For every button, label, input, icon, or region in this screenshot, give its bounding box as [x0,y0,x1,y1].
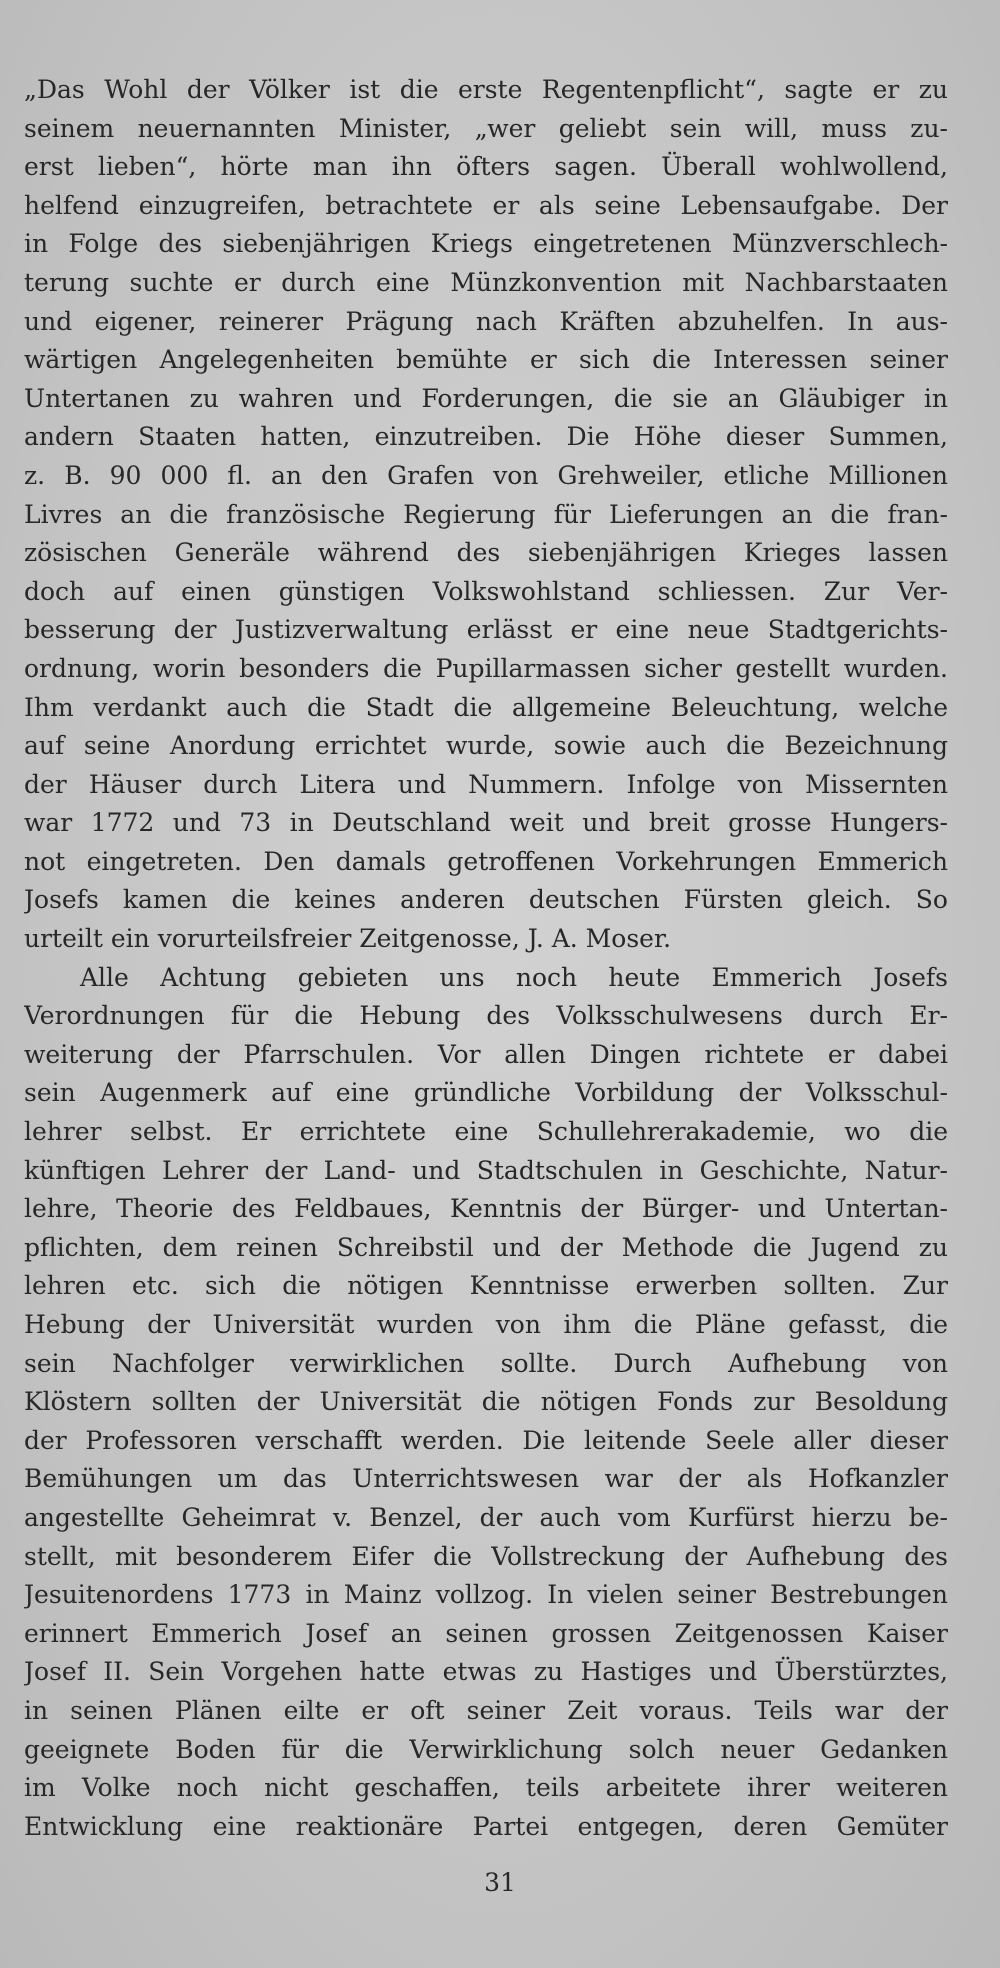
text-line: Verordnungen für die Hebung des Volksschulwesens durch Er- [24,1001,948,1031]
text-line: andern Staaten hatten, einzutreiben. Die Höhe dieser Summen, [24,422,948,452]
text-line: ordnung, worin besonders die Pupillarmassen sicher gestellt wurden. [24,653,948,683]
text-line: lehrer selbst. Er errichtete eine Schullehrerakademie, wo die [24,1117,948,1147]
text-line: Bemühungen um das Unterrichtswesen war der als Hofkanzler [24,1464,948,1494]
text-line: Klöstern sollten der Universität die nötigen Fonds zur Besoldung [24,1387,948,1417]
text-line: doch auf einen günstigen Volkswohlstand schliessen. Zur Ver- [24,576,948,606]
paragraph-end-line: urteilt ein vorurteilsfreier Zeitgenosse, J. A. Moser. [24,924,672,954]
text-line: erst lieben“, hörte man ihn öfters sagen. Überall wohlwollend, [24,152,948,182]
text-line: pflichten, dem reinen Schreibstil und der Methode die Jugend zu [24,1232,948,1262]
text-line: geeignete Boden für die Verwirklichung solch neuer Gedanken [24,1734,948,1764]
text-line: Entwicklung eine reaktionäre Partei entgegen, deren Gemüter [24,1811,948,1841]
text-line: weiterung der Pfarrschulen. Vor allen Dingen richtete er dabei [24,1039,948,1069]
paragraph-start-line: Alle Achtung gebieten uns noch heute Emmerich Josefs [80,962,948,992]
text-line: wärtigen Angelegenheiten bemühte er sich die Interessen seiner [24,345,948,375]
text-line: sein Augenmerk auf eine gründliche Vorbildung der Volksschul- [24,1078,948,1108]
text-line: zösischen Generäle während des siebenjährigen Krieges lassen [24,538,948,568]
text-line: der Häuser durch Litera und Nummern. Infolge von Missernten [24,769,948,799]
text-line: in Folge des siebenjährigen Kriegs eingetretenen Münzverschlech- [24,229,948,259]
text-line: helfend einzugreifen, betrachtete er als seine Lebensaufgabe. Der [24,190,948,220]
body-text [24,71,948,1846]
text-line: Josefs kamen die keines anderen deutschen Fürsten gleich. So [24,885,948,915]
text-line: lehre, Theorie des Feldbaues, Kenntnis der Bürger- und Untertan- [24,1194,948,1224]
text-line: in seinen Plänen eilte er oft seiner Zeit voraus. Teils war der [24,1695,948,1725]
text-line: Untertanen zu wahren und Forderungen, die sie an Gläubiger in [24,383,948,413]
text-line: der Professoren verschafft werden. Die leitende Seele aller dieser [24,1425,948,1455]
text-line: seinem neuernannten Minister, „wer geliebt sein will, muss zu- [24,113,948,143]
text-line: sein Nachfolger verwirklichen sollte. Durch Aufhebung von [24,1348,948,1378]
text-line: war 1772 und 73 in Deutschland weit und breit grosse Hungers- [24,808,948,838]
text-line: erinnert Emmerich Josef an seinen grossen Zeitgenossen Kaiser [24,1618,948,1648]
text-line: z. B. 90 000 fl. an den Grafen von Grehweiler, etliche Millionen [24,460,948,490]
text-line: und eigener, reinerer Prägung nach Kräften abzuhelfen. In aus- [24,306,948,336]
text-line: terung suchte er durch eine Münzkonvention mit Nachbarstaaten [24,267,948,297]
page-number: 31 [484,1868,516,1897]
text-line: im Volke noch nicht geschaffen, teils arbeitete ihrer weiteren [24,1773,948,1803]
text-line: auf seine Anordung errichtet wurde, sowie auch die Bezeichnung [24,731,948,761]
text-line: not eingetreten. Den damals getroffenen Vorkehrungen Emmerich [24,846,948,876]
text-line: Livres an die französische Regierung für Lieferungen an die fran- [24,499,948,529]
text-line: „Das Wohl der Völker ist die erste Regentenpflicht“, sagte er zu [24,75,948,104]
text-line: Jesuitenordens 1773 in Mainz vollzog. In vielen seiner Bestrebungen [24,1580,948,1610]
text-line: Hebung der Universität wurden von ihm die Pläne gefasst, die [24,1310,948,1339]
text-line: Josef II. Sein Vorgehen hatte etwas zu Hastiges und Überstürztes, [24,1657,948,1687]
text-line: stellt, mit besonderem Eifer die Vollstreckung der Aufhebung des [24,1541,948,1571]
text-line: lehren etc. sich die nötigen Kenntnisse erwerben sollten. Zur [24,1271,948,1301]
text-line: angestellte Geheimrat v. Benzel, der auch vom Kurfürst hierzu be- [24,1502,948,1532]
text-line: Ihm verdankt auch die Stadt die allgemeine Beleuchtung, welche [24,692,948,722]
text-line: besserung der Justizverwaltung erlässt er eine neue Stadtgerichts- [24,615,948,645]
text-line: künftigen Lehrer der Land- und Stadtschulen in Geschichte, Natur- [24,1155,948,1185]
